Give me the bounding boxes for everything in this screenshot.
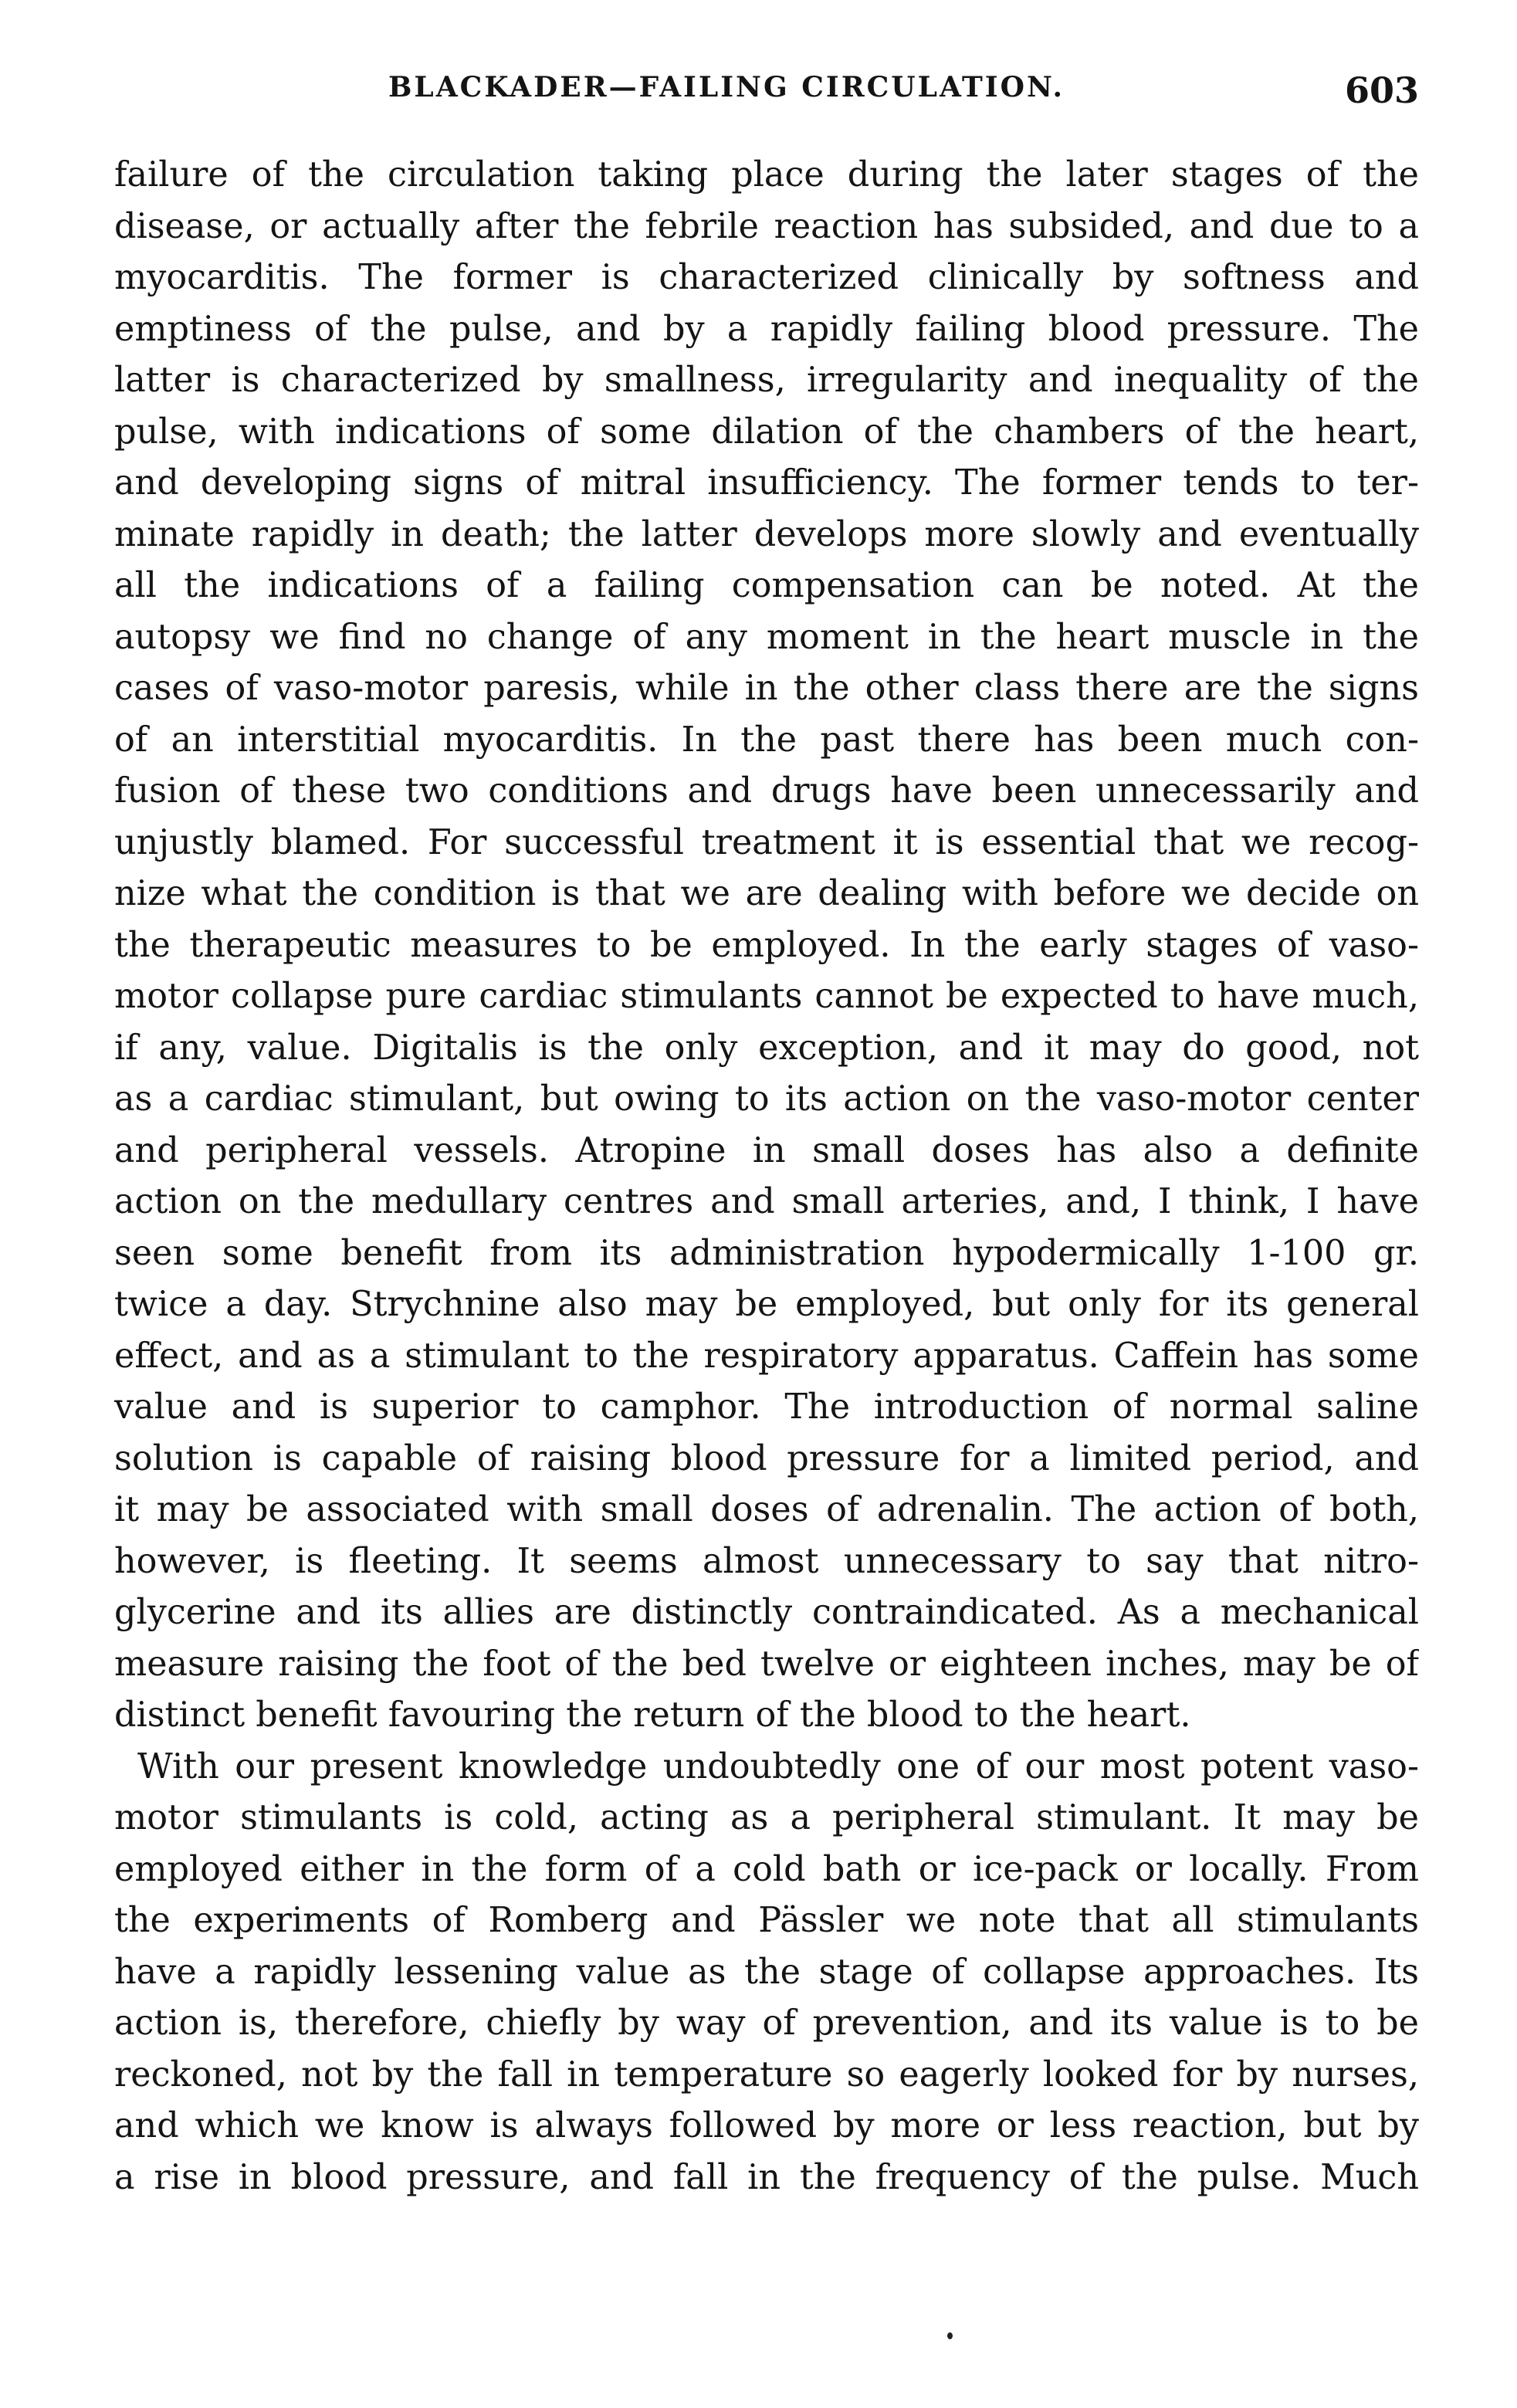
document-page <box>114 71 1419 2203</box>
text-line: glycerine and its allies are distinctly contraindicated. As a mechanical <box>114 1593 1419 1632</box>
text-line: minate rapidly in death; the latter develops more slowly and eventually <box>114 514 1419 554</box>
running-title: BLACKADER—FAILING CIRCULATION. <box>388 71 1065 103</box>
text-line: the therapeutic measures to be employed. In the early stages of vaso- <box>114 925 1419 965</box>
text-line: unjustly blamed. For successful treatment it is essential that we recog- <box>114 822 1419 862</box>
text-line: autopsy we find no change of any moment in the heart muscle in the <box>114 617 1419 657</box>
paragraph <box>114 150 1419 1742</box>
text-line: all the indications of a failing compensation can be noted. At the <box>114 566 1419 605</box>
text-line: motor stimulants is cold, acting as a peripheral stimulant. It may be <box>114 1798 1419 1837</box>
text-line: action on the medullary centres and small arteries, and, I think, I have <box>114 1182 1419 1221</box>
text-line: as a cardiac stimulant, but owing to its action on the vaso-motor center <box>114 1079 1419 1119</box>
text-line: fusion of these two conditions and drugs have been unnecessarily and <box>114 771 1419 811</box>
text-line: nize what the condition is that we are dealing with before we decide on <box>114 874 1419 913</box>
text-line: cases of vaso-motor paresis, while in the other class there are the signs <box>114 669 1419 708</box>
paragraph <box>114 1742 1419 2204</box>
text-line: seen some benefit from its administration hypodermically 1-100 gr. <box>114 1233 1419 1273</box>
text-line: the experiments of Romberg and Pässler we note that all stimulants <box>114 1901 1419 1940</box>
page-number: 603 <box>1344 69 1419 111</box>
text-line: measure raising the foot of the bed twelve or eighteen inches, may be of <box>114 1644 1419 1684</box>
text-line: and developing signs of mitral insufficiency. The former tends to ter- <box>114 463 1419 503</box>
text-line: distinct benefit favouring the return of the blood to the heart. <box>114 1695 1191 1735</box>
text-line: twice a day. Strychnine also may be employed, but only for its general <box>114 1285 1419 1324</box>
text-line: failure of the circulation taking place during the later stages of the <box>114 155 1419 195</box>
text-line: latter is characterized by smallness, irregularity and inequality of the <box>114 361 1419 400</box>
text-line: reckoned, not by the fall in temperature so eagerly looked for by nurses, <box>114 2054 1419 2095</box>
text-line: effect, and as a stimulant to the respiratory apparatus. Caffein has some <box>114 1336 1419 1376</box>
text-line: action is, therefore, chiefly by way of prevention, and its value is to be <box>114 2003 1419 2043</box>
text-line: and which we know is always followed by more or less reaction, but by <box>114 2106 1419 2146</box>
text-line: a rise in blood pressure, and fall in the frequency of the pulse. Much <box>114 2157 1419 2197</box>
text-line: if any, value. Digitalis is the only exception, and it may do good, not <box>114 1028 1419 1068</box>
text-line: however, is fleeting. It seems almost unnecessary to say that nitro- <box>114 1541 1419 1581</box>
running-header <box>114 71 1419 136</box>
body-text <box>114 150 1419 2203</box>
text-line: pulse, with indications of some dilation of the chambers of the heart, <box>114 411 1419 452</box>
text-line: disease, or actually after the febrile reaction has subsided, and due to a <box>114 206 1419 246</box>
text-line: motor collapse pure cardiac stimulants cannot be expected to have much, <box>114 977 1419 1016</box>
text-line: have a rapidly lessening value as the stage of collapse approaches. Its <box>114 1952 1419 1992</box>
text-line: emptiness of the pulse, and by a rapidly failing blood pressure. The <box>114 309 1419 349</box>
text-line: and peripheral vessels. Atropine in small doses has also a definite <box>114 1130 1419 1170</box>
text-line: employed either in the form of a cold bath or ice-pack or locally. From <box>114 1849 1419 1889</box>
text-line: value and is superior to camphor. The introduction of normal saline <box>114 1387 1419 1427</box>
text-line: myocarditis. The former is characterized clinically by softness and <box>114 258 1419 297</box>
text-line: of an interstitial myocarditis. In the past there has been much con- <box>114 720 1419 760</box>
text-line: it may be associated with small doses of adrenalin. The action of both, <box>114 1490 1419 1529</box>
text-line: With our present knowledge undoubtedly one of our most potent vaso- <box>137 1746 1419 1787</box>
footer-mark <box>947 2332 953 2339</box>
text-line: solution is capable of raising blood pressure for a limited period, and <box>114 1438 1419 1478</box>
